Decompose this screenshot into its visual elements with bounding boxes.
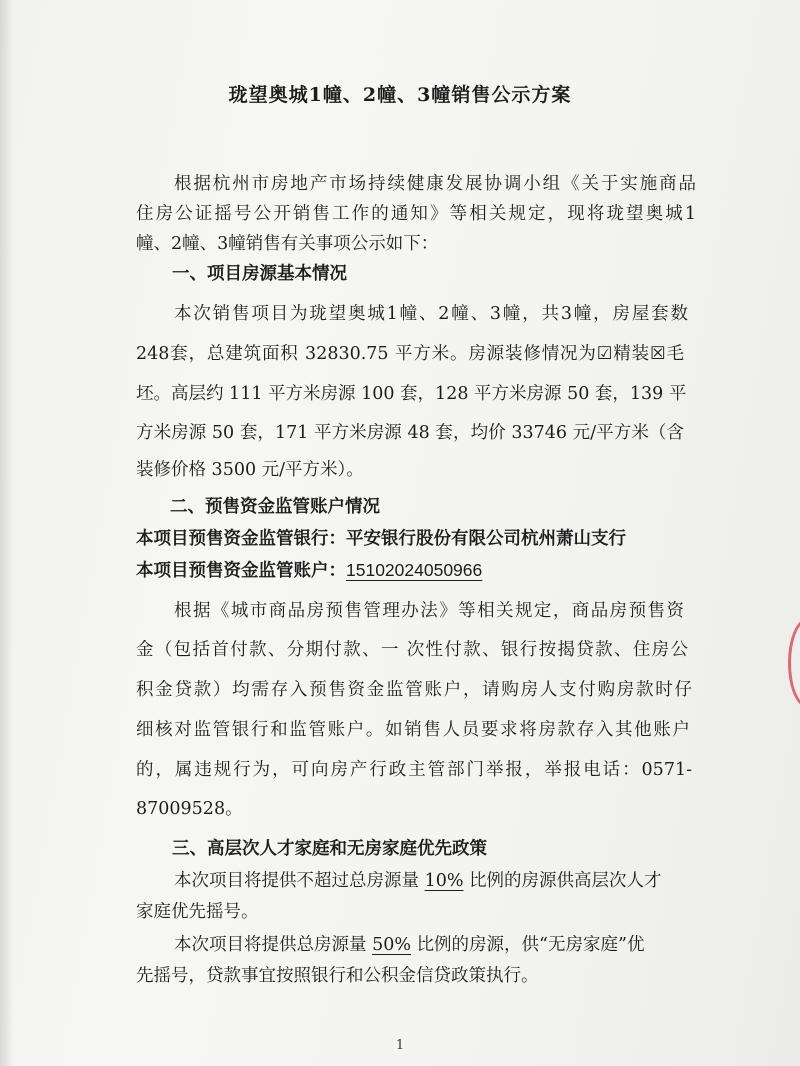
section-2-line-2: 金（包括首付款、分期付款、一 次性付款、银行按揭贷款、住房公 — [136, 640, 688, 660]
supervision-account-line — [136, 558, 482, 583]
section-2-line-3: 积金贷款）均需存入预售资金监管账户，请购房人支付购房款时仔 — [136, 680, 692, 700]
section-3-line-3-pre: 本次项目将提供总房源量 — [174, 935, 367, 955]
document-title: 珑望奥城1幢、2幢、3幢销售公示方案 — [228, 84, 572, 106]
supervision-account-number: 15102024050966 — [346, 560, 483, 580]
no-house-quota-percent: 50% — [372, 935, 411, 955]
section-3-line-1 — [174, 869, 662, 893]
talent-quota-percent: 10% — [424, 871, 464, 891]
supervising-bank-label: 本项目预售资金监管银行： — [136, 529, 346, 549]
section-3-line-2: 家庭优先摇号。 — [136, 902, 259, 922]
red-seal-edge — [788, 618, 800, 708]
intro-line-3: 幢、2幢、3幢销售有关事项公示如下： — [136, 234, 439, 254]
section-3-heading: 三、高层次人才家庭和无房家庭优先政策 — [172, 839, 487, 859]
intro-line-1: 根据杭州市房地产市场持续健康发展协调小组《关于实施商品 — [174, 174, 696, 194]
section-2-line-4: 细核对监管银行和监管账户。如销售人员要求将房款存入其他账户 — [136, 720, 690, 740]
section-1-line-4: 方米房源 50 套，171 平方米房源 48 套，均价 33746 元/平方米（含 — [136, 423, 684, 443]
section-2-line-1: 根据《城市商品房预售管理办法》等相关规定，商品房预售资 — [174, 601, 684, 621]
page-number: 1 — [395, 1038, 405, 1053]
supervision-account-label: 本项目预售资金监管账户： — [136, 561, 346, 581]
supervising-bank-value: 平安银行股份有限公司杭州萧山支行 — [346, 529, 626, 549]
section-3-line-1-pre: 本次项目将提供不超过总房源量 — [174, 871, 419, 891]
section-2-heading: 二、预售资金监管账户情况 — [170, 497, 380, 517]
section-3-line-3-post: 比例的房源，供“无房家庭”优 — [416, 935, 645, 955]
section-3-line-4: 先摇号，贷款事宜按照银行和公积金信贷政策执行。 — [136, 966, 539, 986]
section-3-line-3 — [174, 933, 644, 957]
section-3-line-1-post: 比例的房源供高层次人才 — [469, 871, 662, 891]
section-1-line-5: 装修价格 3500 元/平方米）。 — [136, 460, 364, 480]
intro-line-2: 住房公证摇号公开销售工作的通知》等相关规定，现将珑望奥城1 — [136, 204, 696, 224]
page-fold-shadow — [0, 0, 14, 1066]
section-2-line-5: 的，属违规行为，可向房产行政主管部门举报，举报电话：0571- — [136, 760, 692, 780]
section-2-line-6: 87009528。 — [136, 799, 243, 819]
section-1-heading: 一、项目房源基本情况 — [172, 264, 347, 284]
section-1-line-1: 本次销售项目为珑望奥城1幢、2幢、3幢，共3幢，房屋套数 — [174, 304, 688, 324]
section-1-line-2: 248套，总建筑面积 32830.75 平方米。房源装修情况为☑精装☒毛 — [136, 344, 684, 364]
section-1-line-3: 坯。高层约 111 平方米房源 100 套，128 平方米房源 50 套，139 平 — [136, 384, 687, 404]
supervising-bank-line — [136, 527, 626, 551]
